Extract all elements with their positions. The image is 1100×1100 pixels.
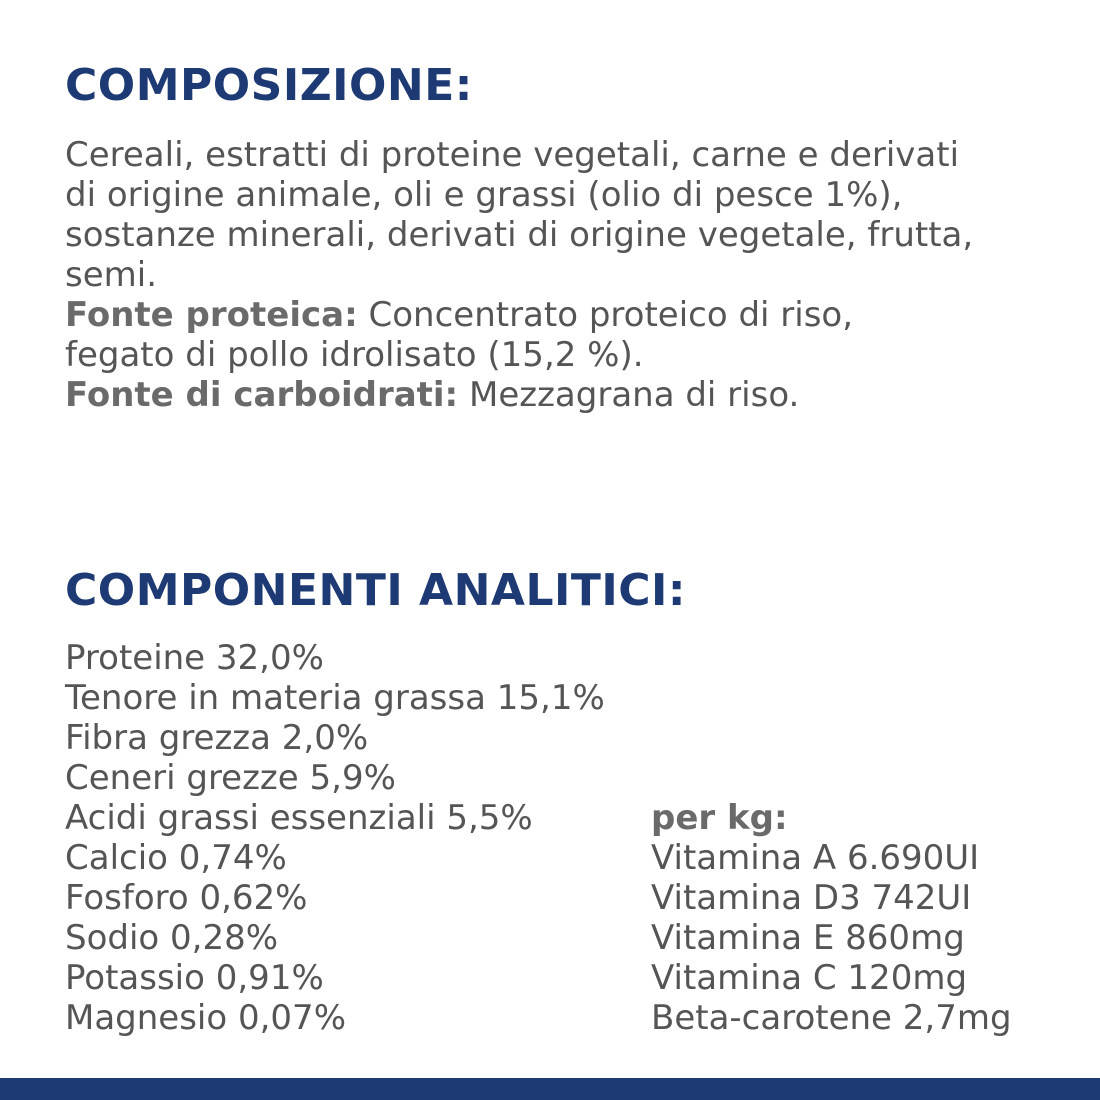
analytical-item: Proteine 32,0% — [65, 638, 324, 678]
vitamin-item: Vitamina A 6.690UI — [651, 838, 980, 878]
analytical-item: Magnesio 0,07% — [65, 998, 346, 1038]
composition-text — [65, 135, 973, 415]
analytical-item: Potassio 0,91% — [65, 958, 324, 998]
composition-line: semi. — [65, 255, 158, 295]
carb-source-value: Mezzagrana di riso. — [458, 375, 800, 415]
analytical-item: Fibra grezza 2,0% — [65, 718, 369, 758]
analytical-heading: COMPONENTI ANALITICI: — [65, 565, 687, 616]
vitamin-item: Vitamina E 860mg — [651, 918, 965, 958]
analytical-item: Sodio 0,28% — [65, 918, 279, 958]
protein-source-line — [65, 295, 973, 335]
vitamin-item: Beta-carotene 2,7mg — [651, 998, 1012, 1038]
analytical-item: Acidi grassi essenziali 5,5% — [65, 798, 533, 838]
composition-heading: COMPOSIZIONE: — [65, 60, 473, 111]
carb-source-label: Fonte di carboidrati: — [65, 375, 459, 415]
analytical-item: Ceneri grezze 5,9% — [65, 758, 396, 798]
vitamins-column — [651, 798, 1012, 1038]
vitamin-item: Vitamina C 120mg — [651, 958, 968, 998]
footer-bar — [0, 1078, 1100, 1100]
analytical-item: Tenore in materia grassa 15,1% — [65, 678, 605, 718]
vitamin-item: Vitamina D3 742UI — [651, 878, 972, 918]
composition-line: Cereali, estratti di proteine vegetali, carne e derivati — [65, 135, 960, 175]
analytical-item: Calcio 0,74% — [65, 838, 287, 878]
protein-source-value: Concentrato proteico di riso, — [357, 295, 854, 335]
per-kg-label: per kg: — [651, 798, 788, 838]
carb-source-line — [65, 375, 973, 415]
composition-line: di origine animale, oli e grassi (olio di pesce 1%), — [65, 175, 903, 215]
analytical-item: Fosforo 0,62% — [65, 878, 308, 918]
composition-line: sostanze minerali, derivati di origine vegetale, frutta, — [65, 215, 974, 255]
analytical-left-column — [65, 638, 605, 1038]
protein-source-continuation: fegato di pollo idrolisato (15,2 %). — [65, 335, 644, 375]
protein-source-label: Fonte proteica: — [65, 295, 358, 335]
